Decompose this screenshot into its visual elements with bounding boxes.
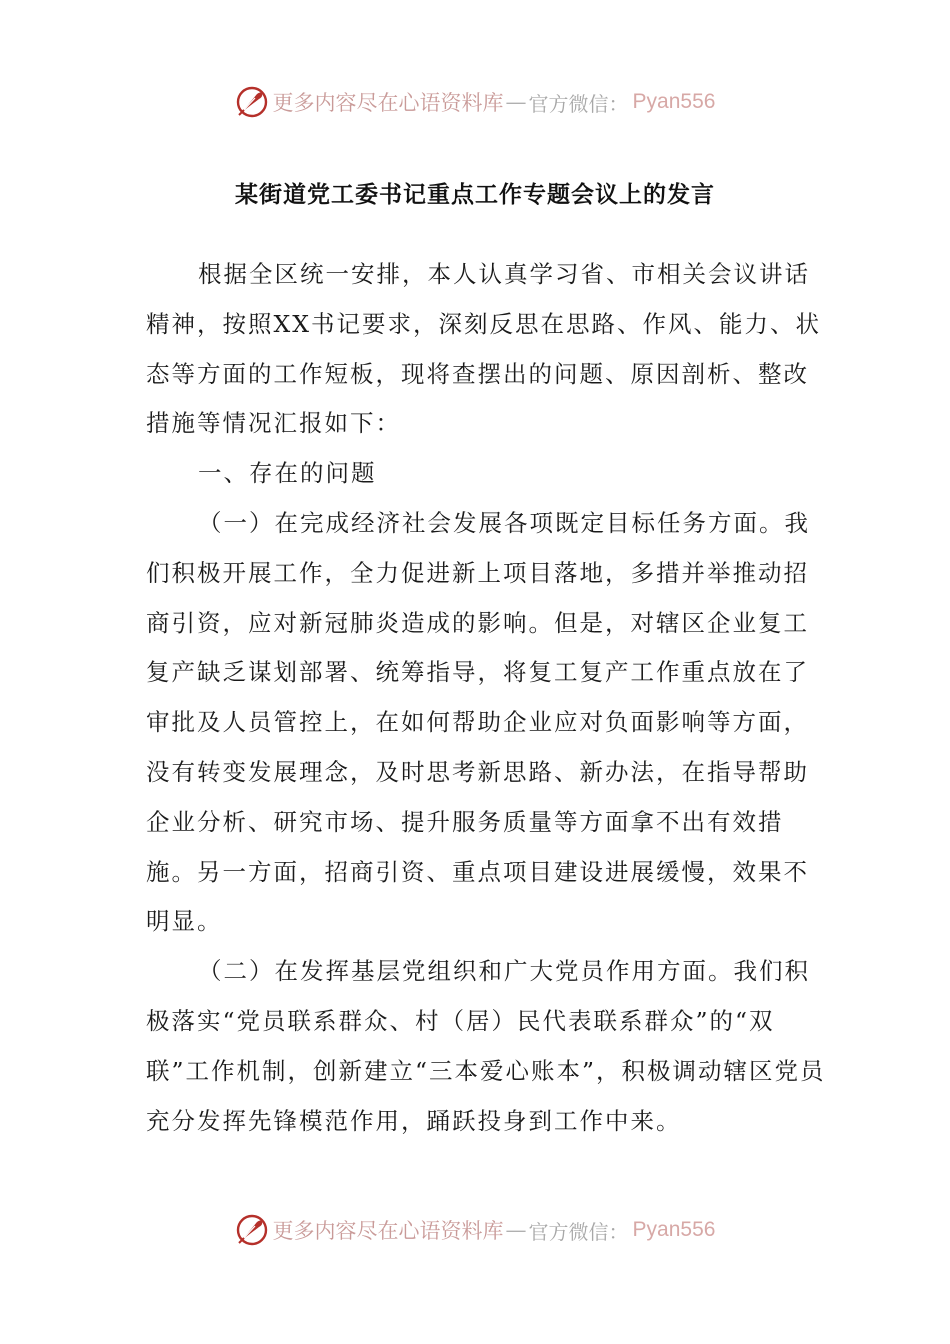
paragraph-intro: 根据全区统一安排，本人认真学习省、市相关会议讲话精神，按照XX书记要求，深刻反思在思路、作风、能力、状态等方面的工作短板，现将查摆出的问题、原因剖析、整改措施等情况汇报如下：	[146, 260, 821, 438]
wechat-label: 官方微信：	[528, 1219, 629, 1244]
document-title: 某街道党工委书记重点工作专题会议上的发言	[235, 182, 715, 208]
quill-logo-icon	[235, 1213, 269, 1247]
wechat-label: 官方微信：	[528, 91, 629, 116]
wechat-id: Pyan556	[632, 90, 716, 113]
document-body	[146, 250, 826, 1146]
paragraph-item-2: （二）在发挥基层党组织和广大党员作用方面。我们积极落实“党员联系群众、村（居）民代表联系群众”的“双联”工作机制，创新建立“三本爱心账本”，积极调动辖区党员充分发挥先锋模范作用，踊跃投身到工作中来。	[146, 957, 826, 1135]
site-name: 更多内容尽在心语资料库	[272, 1219, 504, 1243]
section-heading: 一、存在的问题	[198, 459, 377, 488]
wechat-id: Pyan556	[632, 1218, 716, 1241]
site-name: 更多内容尽在心语资料库	[272, 91, 504, 115]
separator-dash: —	[505, 90, 527, 114]
header-banner	[0, 82, 950, 122]
separator-dash: —	[505, 1218, 527, 1242]
paragraph-item-1: （一）在完成经济社会发展各项既定目标任务方面。我们积极开展工作，全力促进新上项目落地，多措并举推动招商引资，应对新冠肺炎造成的影响。但是，对辖区企业复工复产缺乏谋划部署、统筹指导，将复工复产工作重点放在了审批及人员管控上，在如何帮助企业应对负面影响等方面，没有转变发展理念，及时思考新思路、新办法，在指导帮助企业分析、研究市场、提升服务质量等方面拿不出有效措施。另一方面，招商引资、重点项目建设进展缓慢，效果不明显。	[146, 508, 810, 936]
footer-banner	[0, 1210, 950, 1250]
quill-logo-icon	[235, 85, 269, 119]
